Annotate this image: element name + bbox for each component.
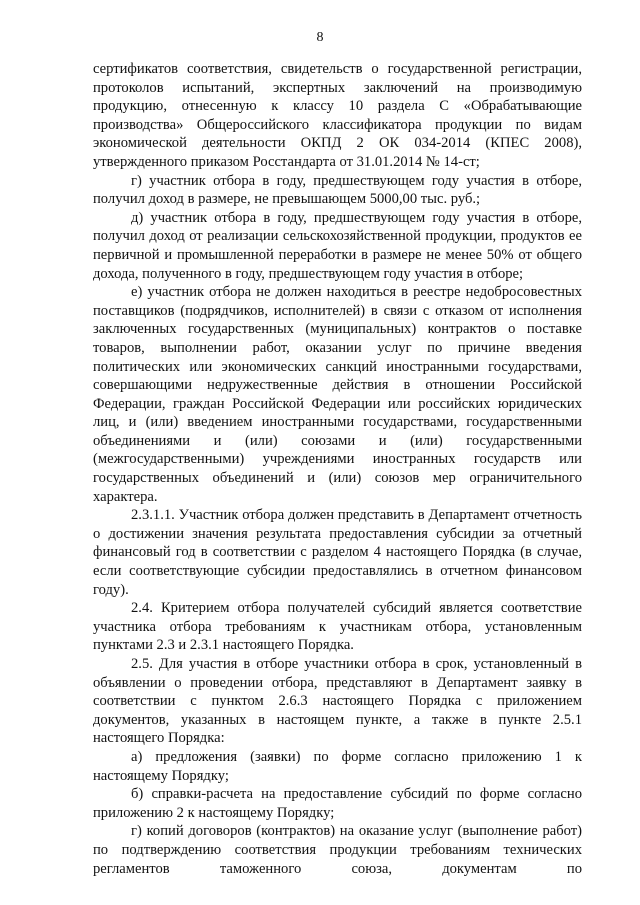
- paragraph-item-e: е) участник отбора не должен находиться в реестре недобросовестных поставщиков (подрядчиков, исполнителей) в связи с отказом от исполнения заключенных государственных (муниципальных) контрактов о поставке товаров, выполнении работ, оказании услуг по причине введения политических или экономических санкций иностранными государствами, совершающими недружественные действия в отношении Российской Федерации, граждан Российской Федерации или российских юридических лиц, и (или) введением иностранными государствами, государственными объединениями и (или) союзами и (или) государственными (межгосударственными) учреждениями иностранных государств или государственных объединений и (или) союзов мер ограничительного характера.: [93, 284, 582, 505]
- paragraph-item-g-copies: г) копий договоров (контрактов) на оказание услуг (выполнение работ) по подтверждению соответствия продукции требованиям технических регламентов таможенного союза, документам по: [93, 823, 582, 877]
- paragraph-continuation: сертификатов соответствия, свидетельств о государственной регистрации, протоколов испытаний, экспертных заключений на производимую продукцию, отнесенную к классу 10 раздела С «Обрабатывающие производства» Общероссийского классификатора продукции по видам экономической деятельности ОКПД 2 ОК 034-2014 (КПЕС 2008), утвержденного приказом Росстандарта от 31.01.2014 № 14-ст;: [93, 61, 582, 170]
- document-body: [93, 60, 582, 878]
- paragraph-item-g: г) участник отбора в году, предшествующем году участия в отборе, получил доход в размере, не превышающем 5000,00 тыс. руб.;: [93, 172, 582, 208]
- page-number: 8: [316, 30, 324, 45]
- paragraph-2-4: 2.4. Критерием отбора получателей субсидий является соответствие участника отбора требованиям к участникам отбора, установленным пунктами 2.3 и 2.3.1 настоящего Порядка.: [93, 600, 582, 654]
- paragraph-2-3-1-1: 2.3.1.1. Участник отбора должен представить в Департамент отчетность о достижении значения результата предоставления субсидии за отчетный финансовый год в соответствии с разделом 4 настоящего Порядка (в случае, если соответствующие субсидии предоставлялись в отчетном финансовом году).: [93, 507, 582, 598]
- paragraph-item-a: а) предложения (заявки) по форме согласно приложению 1 к настоящему Порядку;: [93, 748, 582, 784]
- paragraph-item-d: д) участник отбора в году, предшествующем году участия в отборе, получил доход от реализации сельскохозяйственной продукции, продуктов ее первичной и промышленной переработки в размере не менее 50% от общего дохода, полученного в году, предшествующем году участия в отборе;: [93, 209, 582, 282]
- paragraph-2-5: 2.5. Для участия в отборе участники отбора в срок, установленный в объявлении о проведении отбора, представляют в Департамент заявку в соответствии с пунктом 2.6.3 настоящего Порядка с приложением документов, указанных в настоящем пункте, а также в пункте 2.5.1 настоящего Порядка:: [93, 656, 582, 747]
- paragraph-item-b: б) справки-расчета на предоставление субсидий по форме согласно приложению 2 к настоящему Порядку;: [93, 786, 582, 821]
